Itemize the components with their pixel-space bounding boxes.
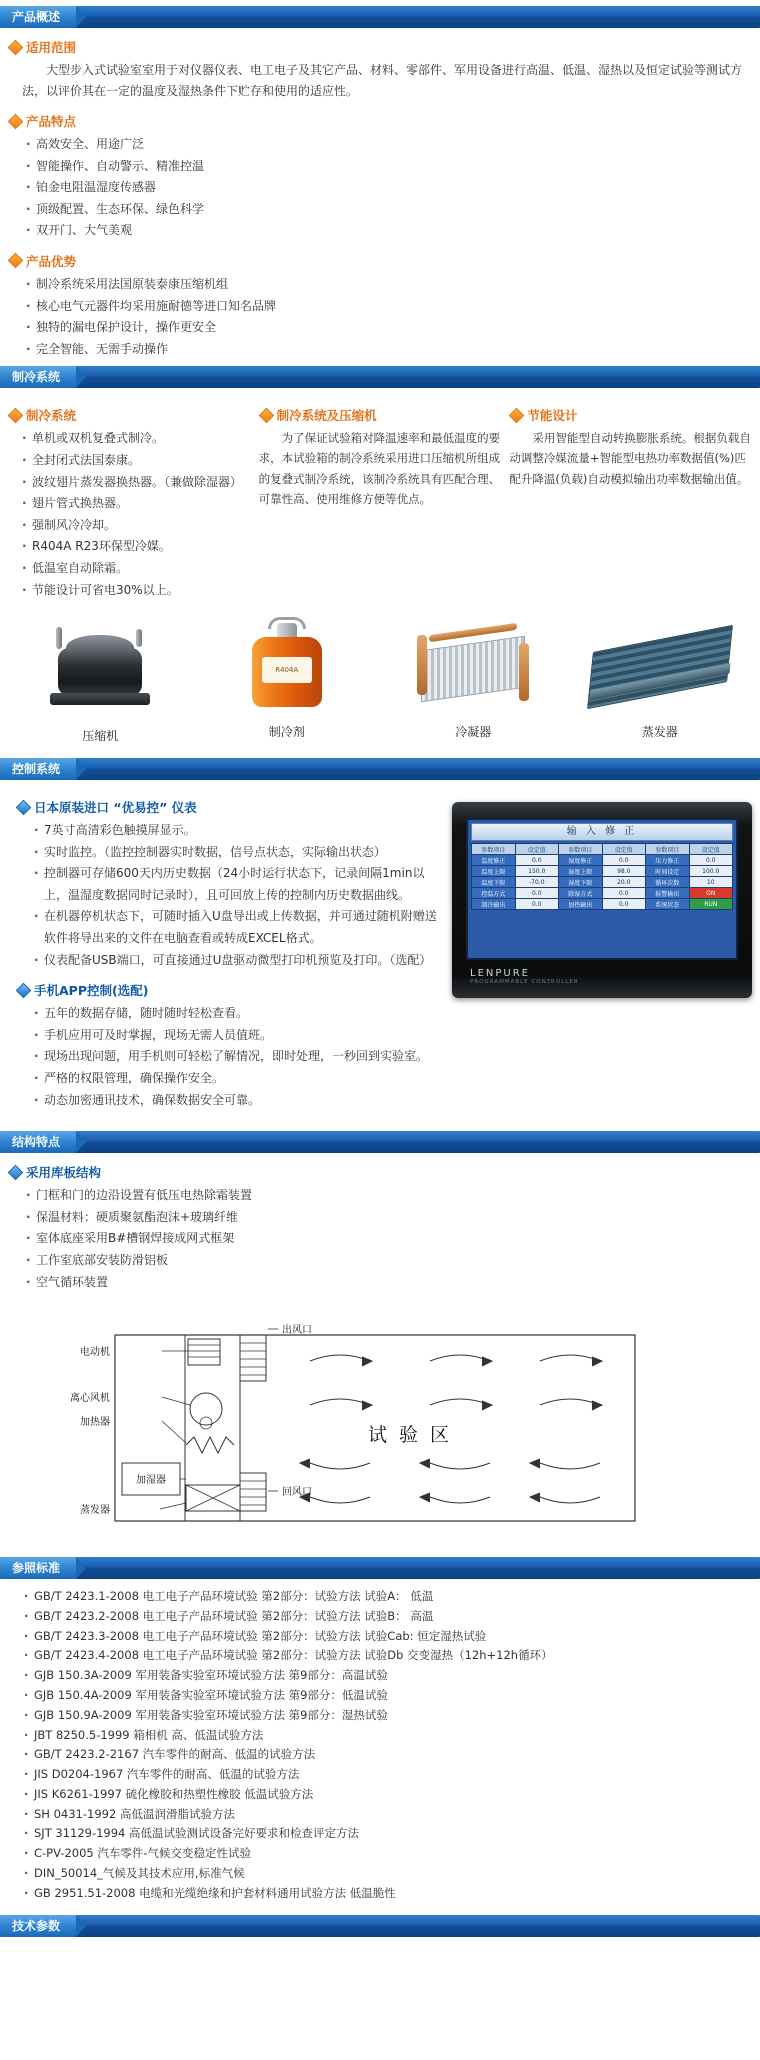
list-item: · 五年的数据存储，随时随时轻松查看。: [34, 1003, 442, 1025]
image-cell-compressor: [10, 617, 191, 744]
list-item: · DIN_50014_气候及其技术应用,标准气候: [24, 1864, 760, 1884]
heading-refrigeration-system-label: 制冷系统: [26, 408, 77, 424]
section-bar-overview-label: 产品概述: [0, 6, 76, 28]
list-item: · 在机器停机状态下，可随时插入U盘导出或上传数据，并可通过随机附赠送软件将导出来的文件在电脑查看或转成EXCEL格式。: [34, 906, 442, 949]
heading-features: [10, 112, 760, 130]
list-item: · JIS D0204-1967 汽车零件的耐高、低温的试验方法: [24, 1765, 760, 1785]
diagram-label-fan: 离心风机: [70, 1393, 110, 1405]
instrument-list: [8, 820, 442, 971]
scope-paragraph: 大型步入式试验室室用于对仪器仪表、电工电子及其它产品、材料、零部件、军用设备进行高温、低温、湿热以及恒定试验等测试方法，以评价其在一定的温度及湿热条件下贮存和使用的适应性。: [22, 63, 743, 98]
refrigeration-columns: [0, 396, 760, 607]
list-item: · 高效安全、用途广泛: [26, 134, 760, 156]
table-header-cell: 参数项目: [472, 844, 516, 855]
list-item: · GB/T 2423.1-2008 电工电子产品环境试验 第2部分：试验方法 试验A： 低温: [24, 1587, 760, 1607]
section-bar-standards: [0, 1557, 760, 1579]
section-bar-standards-label: 参照标准: [0, 1557, 76, 1579]
diagram-label-air-return: 回风口: [282, 1487, 312, 1499]
table-cell[interactable]: -70.0: [515, 877, 559, 888]
heading-advantages-label: 产品优势: [26, 253, 77, 269]
refrigeration-column-3: [509, 396, 752, 488]
energy-saving-text: 采用智能型自动转换膨胀系统。根据负载自动调整冷媒流量+智能型电热功率数据值(%)匹配升降温(负载)自动模拟输出功率数据输出值。: [509, 431, 751, 486]
section-bar-refrigeration: [0, 366, 760, 388]
table-row: [472, 877, 733, 888]
section-bar-structure-label: 结构特点: [0, 1131, 76, 1153]
image-cell-condenser: [383, 617, 564, 744]
heading-instrument: [18, 798, 442, 816]
table-cell-status[interactable]: RUN: [689, 899, 733, 910]
list-item: · JBT 8250.5-1999 箱相机 高、低温试验方法: [24, 1726, 760, 1746]
section-bar-control-label: 控制系统: [0, 758, 76, 780]
diagram-label-air-outlet: 出风口: [282, 1325, 312, 1337]
image-cell-refrigerant: [197, 617, 378, 744]
diamond-bullet-icon: [8, 253, 24, 269]
refrigeration-system-list: [8, 428, 251, 601]
refrigerant-image: R404A: [197, 617, 378, 717]
table-cell[interactable]: 150.0: [515, 866, 559, 877]
list-item: · 节能设计可省电30%以上。: [22, 580, 251, 602]
list-item: · 单机或双机复叠式制冷。: [22, 428, 251, 450]
diagram-label-evaporator: 蒸发器: [80, 1505, 110, 1517]
list-item: · 门框和门的边沿设置有低压电热除霜装置: [26, 1185, 760, 1207]
list-item: · 低温室自动除霜。: [22, 558, 251, 580]
diagram-label-humidifier: 加湿器: [136, 1475, 166, 1487]
list-item: · 7英寸高清彩色触摸屏显示。: [34, 820, 442, 842]
table-cell-alarm[interactable]: ON: [689, 888, 733, 899]
table-header-cell: 参数项目: [646, 844, 690, 855]
hmi-panel-column: [452, 788, 752, 998]
hmi-parameter-table: [471, 843, 733, 910]
diamond-bullet-icon: [8, 1164, 24, 1180]
standards-list: [0, 1587, 760, 1903]
table-cell[interactable]: 0.0: [602, 855, 646, 866]
list-item: · 手机应用可及时掌握，现场无需人员值班。: [34, 1025, 442, 1047]
table-cell[interactable]: 20.0: [602, 877, 646, 888]
list-item: · 现场出现问题，用手机则可轻松了解情况，即时处理，一秒回到实验室。: [34, 1046, 442, 1068]
list-item: · SJT 31129-1994 高低温试验测试设备完好要求和检查评定方法: [24, 1824, 760, 1844]
section-bar-tech: [0, 1915, 760, 1937]
structure-list: [0, 1185, 760, 1293]
table-header-cell: 设定值: [515, 844, 559, 855]
airflow-diagram-wrap: [0, 1299, 760, 1545]
hmi-brand-sub-label: PROGRAMMABLE CONTROLLER: [470, 979, 579, 986]
list-item: · 控制器可存储600天内历史数据（24小时运行状态下，记录间隔1min以上，温湿度数据同时记录时），且可回放上传的控制内历史数据曲线。: [34, 863, 442, 906]
list-item: · GJB 150.9A-2009 军用装备实验室环境试验方法 第9部分：湿热试验: [24, 1706, 760, 1726]
table-cell: 温度修正: [472, 855, 516, 866]
table-cell: 系统状态: [646, 899, 690, 910]
compressor-image: [10, 621, 191, 721]
table-cell: 除湿方式: [559, 888, 603, 899]
list-item: · 双开门、大气美观: [26, 220, 760, 242]
table-cell: 温度上限: [472, 866, 516, 877]
image-caption: 冷凝器: [455, 725, 492, 740]
table-header-cell: 设定值: [602, 844, 646, 855]
table-cell[interactable]: 0.0: [515, 888, 559, 899]
list-item: · 实时监控。（监控控制器实时数据，信号点状态，实际输出状态）: [34, 842, 442, 864]
list-item: · GB/T 2423.2-2167 汽车零件的耐高、低温的试验方法: [24, 1745, 760, 1765]
list-item: · 严格的权限管理，确保操作安全。: [34, 1068, 442, 1090]
table-cell: 加热输出: [559, 899, 603, 910]
heading-refrigeration-compressor: [261, 406, 502, 424]
table-cell: 时间设定: [646, 866, 690, 877]
list-item: · 智能操作、自动警示、精准控温: [26, 156, 760, 178]
heading-energy-saving: [511, 406, 752, 424]
table-cell: 湿度修正: [559, 855, 603, 866]
list-item: · 强制风冷冷却。: [22, 515, 251, 537]
list-item: · 室体底座采用B#槽钢焊接成网式框架: [26, 1228, 760, 1250]
heading-structure-label: 采用库板结构: [26, 1165, 102, 1181]
list-item: · SH 0431-1992 高低温润滑脂试验方法: [24, 1805, 760, 1825]
list-item: · GB 2951.51-2008 电缆和光缆绝缘和护套材料通用试验方法 低温脆性: [24, 1884, 760, 1904]
hmi-screen-title: 输 入 修 正: [471, 823, 733, 841]
section-bar-refrigeration-label: 制冷系统: [0, 366, 76, 388]
table-cell[interactable]: 100.0: [689, 866, 733, 877]
table-cell: 压力修正: [646, 855, 690, 866]
bottom-spacer: [0, 1945, 760, 1953]
list-item: · 动态加密通讯技术，确保数据安全可靠。: [34, 1090, 442, 1112]
section-bar-structure: [0, 1131, 760, 1153]
table-cell[interactable]: 0.0: [602, 899, 646, 910]
image-cell-evaporator: [570, 617, 751, 744]
image-caption: 压缩机: [82, 729, 119, 744]
diamond-bullet-icon: [8, 39, 24, 55]
list-item: · R404A R23环保型冷媒。: [22, 536, 251, 558]
table-cell: 报警输出: [646, 888, 690, 899]
list-item: · 工作室底部安装防滑铝板: [26, 1250, 760, 1272]
heading-energy-saving-label: 节能设计: [527, 408, 578, 424]
list-item: · 全封闭式法国泰康。: [22, 450, 251, 472]
features-list: [0, 134, 760, 242]
diamond-bullet-icon: [16, 799, 32, 815]
list-item: · 波纹翅片蒸发器换热器。（兼做除湿器）: [22, 472, 251, 494]
control-text-column: [8, 788, 442, 1117]
airflow-diagram: [10, 1313, 750, 1538]
heading-scope: [10, 38, 760, 56]
list-item: · GB/T 2423.4-2008 电工电子产品环境试验 第2部分：试验方法 试验Db 交变湿热（12h+12h循环）: [24, 1646, 760, 1666]
hmi-touch-panel[interactable]: [452, 802, 752, 998]
list-item: · GJB 150.4A-2009 军用装备实验室环境试验方法 第9部分：低温试验: [24, 1686, 760, 1706]
list-item: · 独特的漏电保护设计，操作更安全: [26, 317, 760, 339]
heading-advantages: [10, 252, 760, 270]
table-cell[interactable]: 98.0: [602, 866, 646, 877]
advantages-list: [0, 274, 760, 360]
refrigeration-column-2: [259, 396, 502, 509]
hmi-screen[interactable]: [466, 818, 738, 960]
table-cell: 循环次数: [646, 877, 690, 888]
table-cell[interactable]: 10: [689, 877, 733, 888]
table-row: [472, 866, 733, 877]
table-cell[interactable]: 0.0: [515, 855, 559, 866]
diamond-bullet-icon: [8, 113, 24, 129]
list-item: · 核心电气元器件均采用施耐德等进口知名品牌: [26, 296, 760, 318]
list-item: · JIS K6261-1997 硫化橡胶和热塑性橡胶 低温试验方法: [24, 1785, 760, 1805]
refrigeration-column-1: [8, 396, 251, 607]
product-detail-page: [0, 6, 760, 1953]
diagram-label-test-area: 试 验 区: [367, 1424, 453, 1447]
evaporator-image: [570, 617, 751, 717]
control-system-block: [0, 788, 760, 1117]
table-row: [472, 899, 733, 910]
hmi-brand-label: LENPURE: [470, 968, 530, 980]
table-cell: 温度下限: [472, 877, 516, 888]
list-item: · GB/T 2423.2-2008 电工电子产品环境试验 第2部分：试验方法 试验B： 高温: [24, 1607, 760, 1627]
list-item: · GB/T 2423.3-2008 电工电子产品环境试验 第2部分：试验方法 试验Cab: 恒定湿热试验: [24, 1627, 760, 1647]
table-cell[interactable]: 0.0: [689, 855, 733, 866]
diamond-bullet-icon: [258, 408, 274, 424]
table-cell: 湿度上限: [559, 866, 603, 877]
list-item: · 顶级配置、生态环保、绿色科学: [26, 199, 760, 221]
diagram-label-motor: 电动机: [80, 1347, 110, 1359]
table-cell: 控温方式: [472, 888, 516, 899]
table-row: [472, 888, 733, 899]
list-item: · 仪表配备USB端口，可直接通过U盘驱动微型打印机预览及打印。（选配）: [34, 950, 442, 972]
list-item: · 制冷系统采用法国原装泰康压缩机组: [26, 274, 760, 296]
heading-instrument-label: 日本原装进口 “优易控” 仪表: [34, 800, 197, 816]
table-header-cell: 设定值: [689, 844, 733, 855]
list-item: · 完全智能、无需手动操作: [26, 339, 760, 361]
heading-mobile-app: [18, 981, 442, 999]
section-bar-control: [0, 758, 760, 780]
image-caption: 蒸发器: [641, 725, 678, 740]
image-caption: 制冷剂: [268, 725, 305, 740]
heading-scope-label: 适用范围: [26, 40, 77, 55]
table-row: [472, 855, 733, 866]
list-item: · GJB 150.3A-2009 军用装备实验室环境试验方法 第9部分：高温试验: [24, 1666, 760, 1686]
condenser-image: [383, 617, 564, 717]
mobile-app-list: [8, 1003, 442, 1111]
heading-mobile-app-label: 手机APP控制(选配): [34, 983, 149, 999]
list-item: · 铂金电阻温湿度传感器: [26, 177, 760, 199]
heading-structure: [10, 1163, 760, 1181]
section-bar-overview: [0, 6, 760, 28]
table-cell: 制冷输出: [472, 899, 516, 910]
table-header-cell: 参数项目: [559, 844, 603, 855]
heading-features-label: 产品特点: [26, 114, 77, 129]
section-bar-tech-label: 技术参数: [0, 1915, 76, 1937]
list-item: · 翅片管式换热器。: [22, 493, 251, 515]
refrigeration-compressor-text: 为了保证试验箱对降温速率和最低温度的要求，本试验箱的制冷系统采用进口压缩机所组成的复叠式制冷系统，该制冷系统具有匹配合理、可靠性高、使用维修方便等优点。: [258, 431, 501, 506]
list-item: · 保温材料：硬质聚氨酯泡沫+玻璃纤维: [26, 1207, 760, 1229]
list-item: · 空气循环装置: [26, 1272, 760, 1294]
table-cell[interactable]: 0.0: [515, 899, 559, 910]
diagram-label-heater: 加热器: [80, 1417, 110, 1429]
list-item: · C-PV-2005 汽车零件-气候交变稳定性试验: [24, 1844, 760, 1864]
heading-refrigeration-compressor-label: 制冷系统及压缩机: [276, 408, 377, 424]
table-cell: 湿度下限: [559, 877, 603, 888]
table-cell[interactable]: 0.0: [602, 888, 646, 899]
diamond-bullet-icon: [509, 408, 525, 424]
refrigeration-image-row: [0, 617, 760, 744]
table-row: [472, 844, 733, 855]
diamond-bullet-icon: [16, 982, 32, 998]
heading-refrigeration-system: [10, 406, 251, 424]
diamond-bullet-icon: [8, 408, 24, 424]
